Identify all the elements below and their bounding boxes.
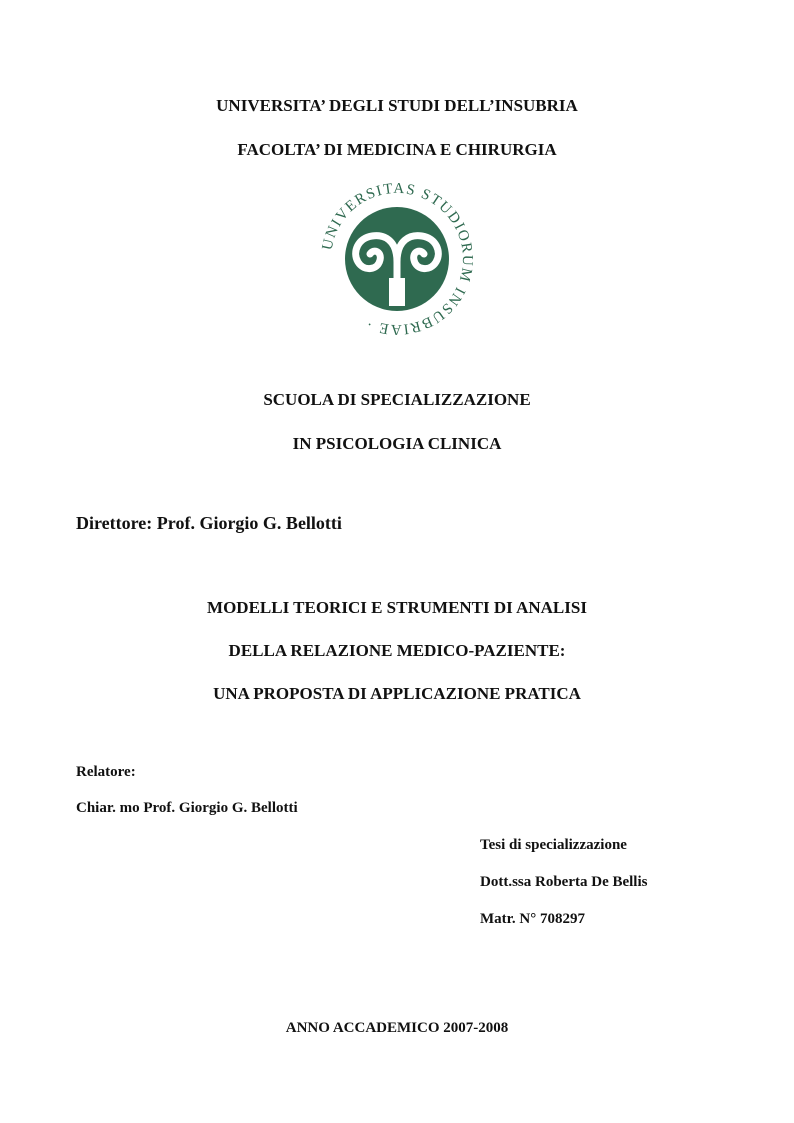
school-name-line2: IN PSICOLOGIA CLINICA (292, 434, 502, 453)
supervisor-name: Chiar. mo Prof. Giorgio G. Bellotti (76, 800, 298, 816)
university-name: UNIVERSITA’ DEGLI STUDI DELL’INSUBRIA (216, 96, 578, 115)
school-name-line1: SCUOLA DI SPECIALIZZAZIONE (263, 390, 531, 409)
thesis-title-line3: UNA PROPOSTA DI APPLICAZIONE PRATICA (213, 684, 581, 703)
supervisor-label: Relatore: (76, 764, 136, 780)
thesis-title-line2: DELLA RELAZIONE MEDICO-PAZIENTE: (228, 641, 566, 660)
seal-stem (389, 278, 405, 306)
university-seal-logo (318, 180, 476, 338)
director-line: Direttore: Prof. Giorgio G. Bellotti (76, 513, 342, 533)
thesis-type: Tesi di specializzazione (480, 837, 627, 853)
faculty-name: FACOLTA’ DI MEDICINA E CHIRURGIA (237, 140, 557, 159)
seal-ring-text: UNIVERSITAS STUDIORUM INSUBRIAE · (319, 180, 476, 338)
candidate-name: Dott.ssa Roberta De Bellis (480, 874, 648, 890)
matriculation-number: Matr. N° 708297 (480, 911, 586, 927)
academic-year: ANNO ACCADEMICO 2007-2008 (285, 1020, 509, 1036)
thesis-title-line1: MODELLI TEORICI E STRUMENTI DI ANALISI (207, 598, 587, 617)
